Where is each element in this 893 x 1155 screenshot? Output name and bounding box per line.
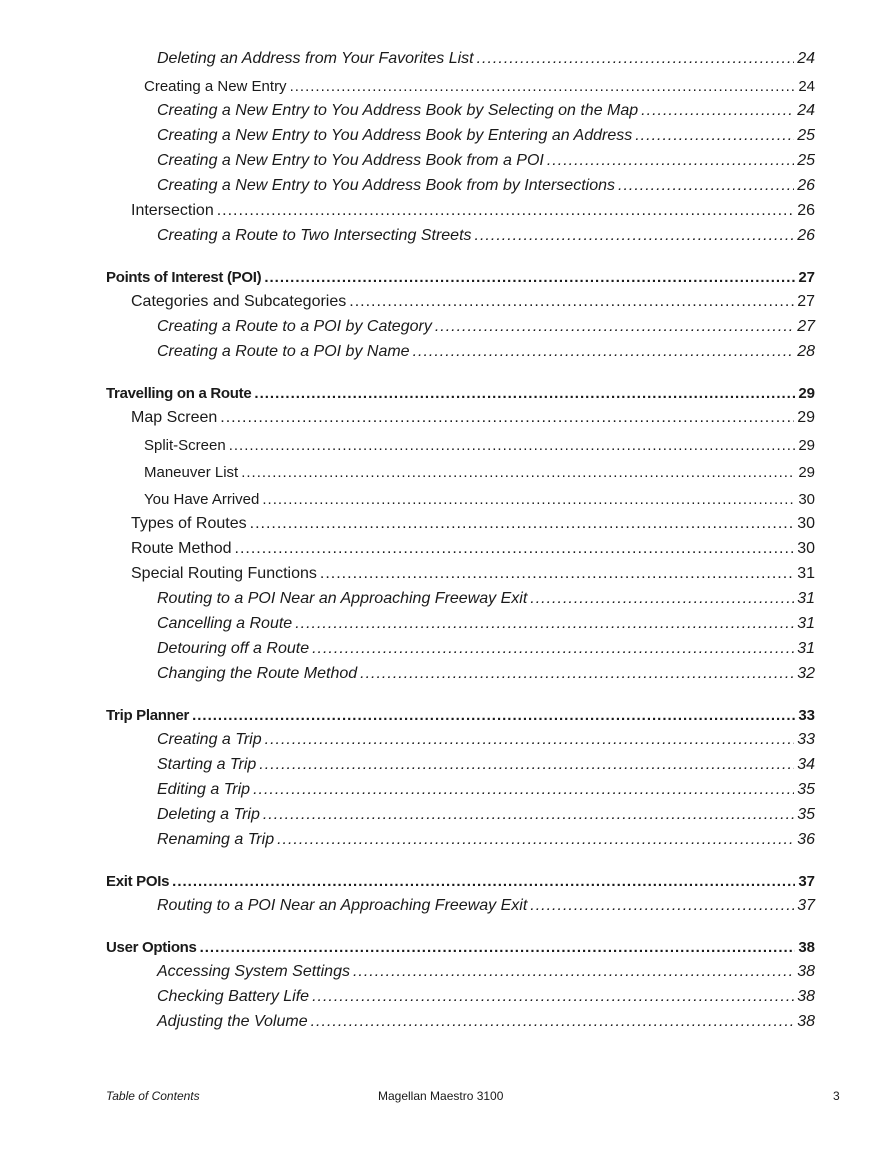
toc-entry-label: Editing a Trip: [157, 781, 251, 798]
toc-entry-page: 24: [798, 78, 815, 95]
toc-entry-page: 31: [797, 565, 815, 582]
toc-entry[interactable]: [0, 120, 893, 145]
toc-entry[interactable]: [0, 336, 893, 361]
toc-dot-leader: [312, 640, 794, 658]
toc-entry-page: 38: [798, 939, 815, 956]
toc-entry-page: 31: [797, 615, 815, 632]
toc-entry-page: 30: [797, 515, 815, 532]
footer-product-name: Magellan Maestro 3100: [378, 1089, 504, 1103]
toc-entry-label: Split-Screen: [144, 437, 226, 454]
toc-entry-page: 37: [798, 873, 815, 890]
toc-dot-leader: [295, 615, 794, 633]
toc-entry-page: 26: [797, 202, 815, 219]
toc-dot-leader: [349, 293, 794, 311]
toc-entry-label: Trip Planner: [106, 707, 190, 724]
toc-entry[interactable]: [0, 286, 893, 311]
toc-entry-page: 24: [797, 102, 815, 119]
toc-dot-leader: [192, 707, 795, 724]
toc-entry[interactable]: [0, 981, 893, 1006]
toc-entry-page: 29: [798, 385, 815, 402]
toc-dot-leader: [250, 515, 795, 533]
table-of-contents: [0, 43, 893, 1031]
toc-entry-label: Renaming a Trip: [157, 831, 275, 848]
toc-entry[interactable]: [0, 195, 893, 220]
toc-dot-leader: [263, 806, 794, 824]
toc-entry-label: Exit POIs: [106, 873, 170, 890]
toc-dot-leader: [220, 409, 794, 427]
toc-entry[interactable]: [0, 68, 893, 95]
toc-entry[interactable]: [0, 95, 893, 120]
toc-entry-page: 34: [797, 756, 815, 773]
toc-dot-leader: [253, 781, 794, 799]
toc-entry-label: Accessing System Settings: [157, 963, 350, 980]
toc-entry-page: 38: [797, 1013, 815, 1030]
toc-entry-page: 25: [797, 127, 815, 144]
toc-entry-page: 36: [797, 831, 815, 848]
toc-entry-label: Creating a New Entry to You Address Book by Entering an Address: [157, 127, 633, 144]
toc-dot-leader: [200, 939, 796, 956]
toc-dot-leader: [360, 665, 794, 683]
toc-dot-leader: [311, 1013, 795, 1031]
toc-dot-leader: [217, 202, 794, 220]
toc-entry-label: Routing to a POI Near an Approaching Freeway Exit: [157, 590, 528, 607]
toc-entry-page: 38: [797, 988, 815, 1005]
toc-section-heading[interactable]: [0, 931, 893, 956]
toc-dot-leader: [172, 873, 795, 890]
toc-section-heading[interactable]: [0, 865, 893, 890]
toc-dot-leader: [254, 385, 795, 402]
toc-entry-page: 28: [797, 343, 815, 360]
toc-entry[interactable]: [0, 608, 893, 633]
toc-entry[interactable]: [0, 724, 893, 749]
toc-entry[interactable]: [0, 558, 893, 583]
toc-dot-leader: [641, 102, 794, 120]
toc-entry-label: Creating a Route to a POI by Name: [157, 343, 410, 360]
toc-dot-leader: [229, 437, 796, 454]
toc-entry-label: Maneuver List: [144, 464, 239, 481]
toc-entry[interactable]: [0, 824, 893, 849]
toc-entry-label: Route Method: [131, 540, 232, 557]
toc-section-heading[interactable]: [0, 261, 893, 286]
toc-entry-label: Travelling on a Route: [106, 385, 252, 402]
toc-entry-page: 27: [797, 318, 815, 335]
toc-dot-leader: [262, 491, 795, 508]
toc-entry-label: Cancelling a Route: [157, 615, 293, 632]
toc-dot-leader: [547, 152, 794, 170]
toc-entry-label: Creating a New Entry to You Address Book from a POI: [157, 152, 544, 169]
toc-dot-leader: [320, 565, 794, 583]
toc-entry[interactable]: [0, 311, 893, 336]
toc-dot-leader: [264, 269, 795, 286]
toc-dot-leader: [312, 988, 794, 1006]
toc-entry-page: 29: [797, 409, 815, 426]
toc-dot-leader: [413, 343, 795, 361]
toc-entry-label: Map Screen: [131, 409, 218, 426]
toc-entry-label: You Have Arrived: [144, 491, 260, 508]
toc-entry-label: Adjusting the Volume: [157, 1013, 308, 1030]
toc-entry-label: Types of Routes: [131, 515, 247, 532]
toc-entry[interactable]: [0, 583, 893, 608]
toc-entry-label: Intersection: [131, 202, 214, 219]
toc-entry-page: 29: [798, 464, 815, 481]
toc-entry-page: 33: [797, 731, 815, 748]
toc-entry[interactable]: [0, 508, 893, 533]
toc-entry-page: 31: [797, 640, 815, 657]
toc-entry-label: Points of Interest (POI): [106, 269, 262, 286]
toc-dot-leader: [435, 318, 794, 336]
toc-entry-label: Deleting a Trip: [157, 806, 260, 823]
toc-entry[interactable]: [0, 749, 893, 774]
toc-dot-leader: [265, 731, 795, 749]
footer-page-number: 3: [833, 1089, 840, 1103]
toc-entry-page: 26: [797, 177, 815, 194]
toc-entry-label: Creating a New Entry: [144, 78, 287, 95]
toc-entry-label: Deleting an Address from Your Favorites List: [157, 50, 474, 67]
toc-dot-leader: [477, 50, 795, 68]
toc-entry-page: 27: [798, 269, 815, 286]
toc-entry-label: Changing the Route Method: [157, 665, 358, 682]
toc-entry-label: Categories and Subcategories: [131, 293, 347, 310]
toc-dot-leader: [635, 127, 794, 145]
toc-entry-label: Creating a Route to a POI by Category: [157, 318, 432, 335]
toc-entry-label: Creating a New Entry to You Address Book from by Intersections: [157, 177, 615, 194]
toc-entry[interactable]: [0, 427, 893, 454]
footer-section-title: Table of Contents: [106, 1089, 200, 1103]
toc-entry-page: 25: [797, 152, 815, 169]
toc-entry-page: 37: [797, 897, 815, 914]
toc-entry-page: 26: [797, 227, 815, 244]
toc-entry[interactable]: [0, 170, 893, 195]
toc-entry-page: 32: [797, 665, 815, 682]
toc-entry[interactable]: [0, 533, 893, 558]
toc-entry[interactable]: [0, 402, 893, 427]
toc-entry[interactable]: [0, 43, 893, 68]
toc-entry-page: 31: [797, 590, 815, 607]
toc-entry[interactable]: [0, 220, 893, 245]
toc-entry-label: Creating a Route to Two Intersecting Streets: [157, 227, 472, 244]
toc-entry-page: 30: [798, 491, 815, 508]
toc-dot-leader: [290, 78, 796, 95]
toc-entry[interactable]: [0, 145, 893, 170]
toc-dot-leader: [475, 227, 795, 245]
toc-section-heading[interactable]: [0, 699, 893, 724]
toc-entry-page: 35: [797, 781, 815, 798]
toc-entry-page: 29: [798, 437, 815, 454]
toc-dot-leader: [241, 464, 795, 481]
toc-entry-label: User Options: [106, 939, 197, 956]
toc-entry-label: Detouring off a Route: [157, 640, 310, 657]
toc-dot-leader: [618, 177, 794, 195]
toc-entry[interactable]: [0, 799, 893, 824]
toc-section-heading[interactable]: [0, 377, 893, 402]
toc-dot-leader: [530, 897, 794, 915]
toc-entry-label: Checking Battery Life: [157, 988, 310, 1005]
toc-dot-leader: [530, 590, 794, 608]
toc-entry-label: Special Routing Functions: [131, 565, 317, 582]
toc-entry-label: Starting a Trip: [157, 756, 257, 773]
toc-entry-page: 30: [797, 540, 815, 557]
toc-entry-label: Routing to a POI Near an Approaching Freeway Exit: [157, 897, 528, 914]
toc-entry[interactable]: [0, 890, 893, 915]
toc-entry-page: 33: [798, 707, 815, 724]
toc-entry[interactable]: [0, 658, 893, 683]
toc-entry-label: Creating a Trip: [157, 731, 262, 748]
toc-entry-page: 38: [797, 963, 815, 980]
toc-entry-label: Creating a New Entry to You Address Book by Selecting on the Map: [157, 102, 639, 119]
toc-dot-leader: [235, 540, 795, 558]
toc-entry-page: 35: [797, 806, 815, 823]
toc-dot-leader: [353, 963, 794, 981]
toc-dot-leader: [259, 756, 794, 774]
toc-entry[interactable]: [0, 481, 893, 508]
toc-entry[interactable]: [0, 774, 893, 799]
toc-dot-leader: [277, 831, 794, 849]
toc-entry[interactable]: [0, 633, 893, 658]
toc-entry-page: 27: [797, 293, 815, 310]
toc-entry[interactable]: [0, 1006, 893, 1031]
toc-entry[interactable]: [0, 454, 893, 481]
toc-entry[interactable]: [0, 956, 893, 981]
toc-entry-page: 24: [797, 50, 815, 67]
